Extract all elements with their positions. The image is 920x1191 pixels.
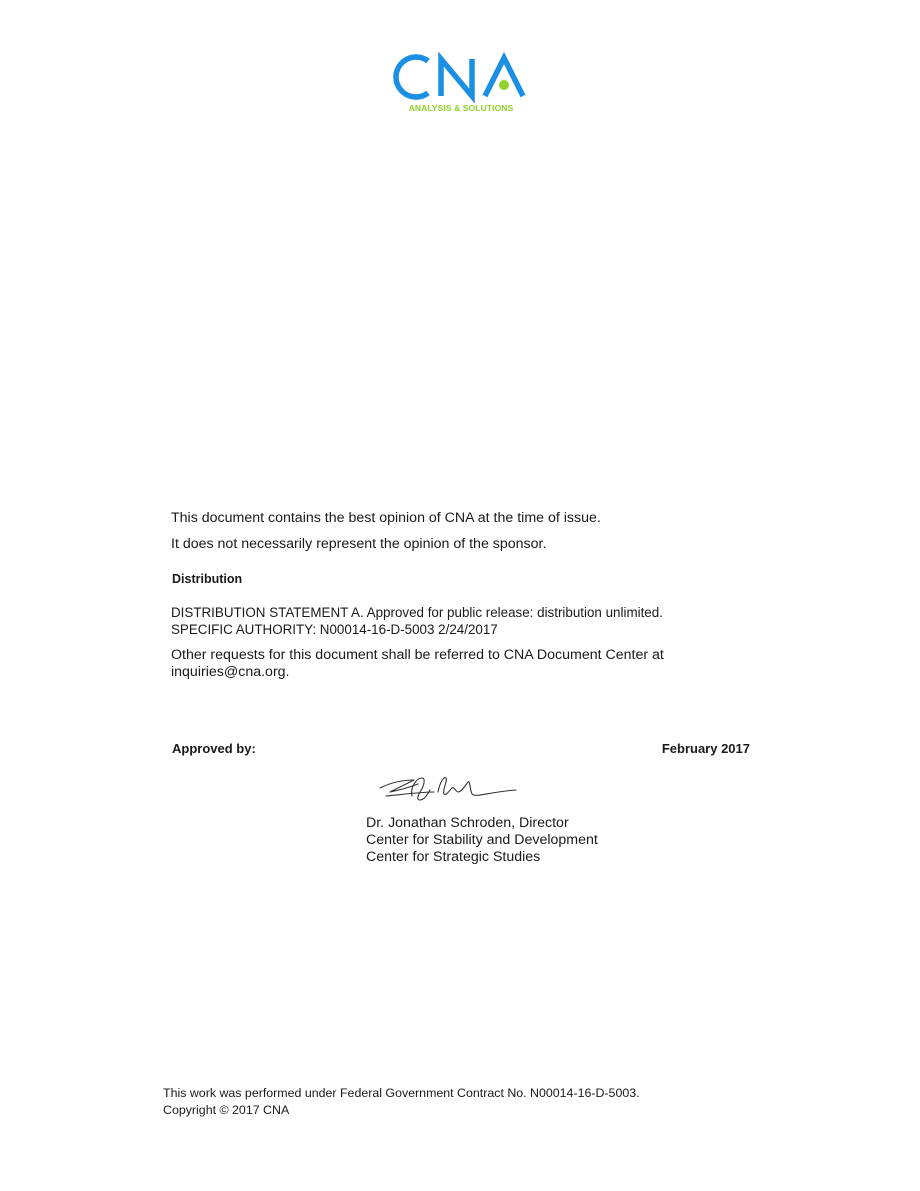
signatory-center-1: Center for Stability and Development [366,832,598,848]
contract-note: This work was performed under Federal Government Contract No. N00014-16-D-5003. [163,1086,640,1100]
logo-tagline: ANALYSIS & SOLUTIONS [408,103,514,113]
disclaimer-line-2: It does not necessarily represent the opinion of the sponsor. [171,536,547,552]
signatory-name: Dr. Jonathan Schroden, Director [366,815,569,831]
copyright-notice: Copyright © 2017 CNA [163,1103,290,1117]
approval-date: February 2017 [661,741,750,756]
signature-image [376,770,526,802]
specific-authority: SPECIFIC AUTHORITY: N00014-16-D-5003 2/24/2017 [171,622,498,637]
disclaimer-line-1: This document contains the best opinion of CNA at the time of issue. [171,510,601,526]
distribution-statement: DISTRIBUTION STATEMENT A. Approved for public release: distribution unlimited. [171,605,663,620]
logo-dot-icon [499,80,509,90]
signatory-center-2: Center for Strategic Studies [366,849,541,865]
distribution-heading: Distribution [172,572,243,586]
approved-by-label: Approved by: [172,741,256,756]
other-requests-line-1: Other requests for this document shall be referred to CNA Document Center at [171,647,664,663]
cna-logo-mark [390,52,530,104]
other-requests-email[interactable]: inquiries@cna.org. [171,664,290,680]
cna-logo [390,52,530,118]
